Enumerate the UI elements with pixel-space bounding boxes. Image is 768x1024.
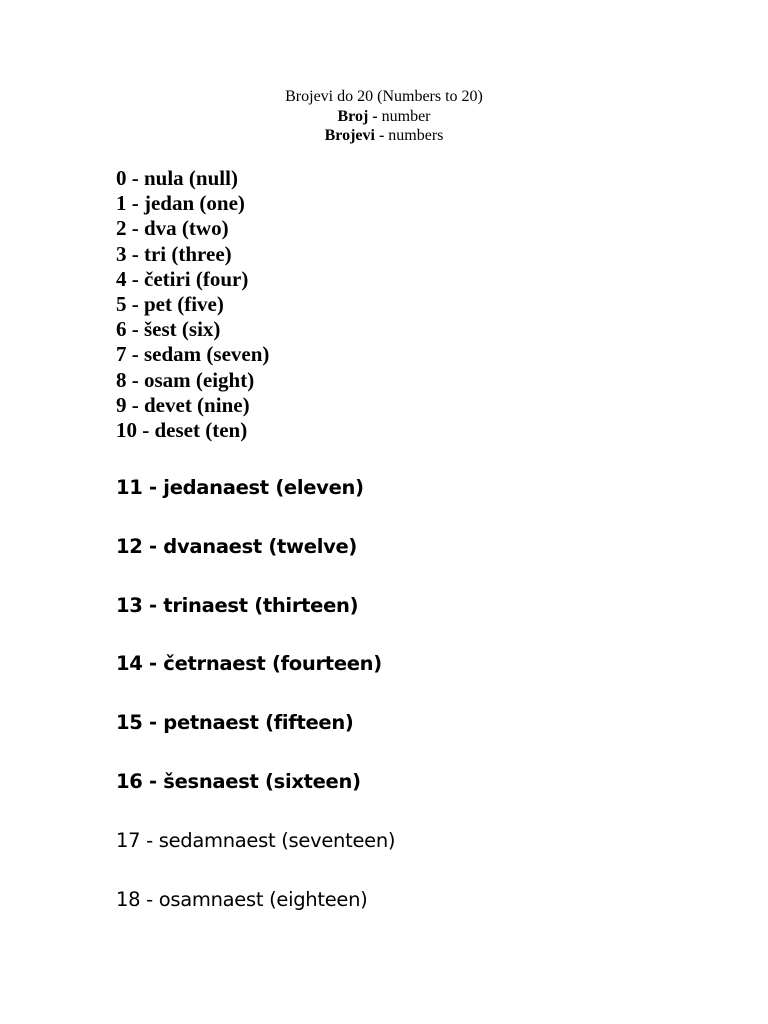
vocab-term: Broj - [337, 107, 378, 125]
number-item-2: 2 - dva (two) [116, 216, 229, 241]
number-item-12: 12 - dvanaest (twelve) [116, 534, 358, 558]
document-header [0, 87, 768, 146]
number-item-5: 5 - pet (five) [116, 292, 224, 317]
vocab-meaning: numbers [384, 127, 444, 144]
number-item-9: 9 - devet (nine) [116, 392, 250, 417]
number-item-17: 17 - sedamnaest (seventeen) [116, 828, 396, 852]
number-item-7: 7 - sedam (seven) [116, 342, 270, 367]
number-item-4: 4 - četiri (four) [116, 266, 249, 291]
vocab-line-broj [0, 107, 768, 127]
number-item-16: 16 - šesnaest (sixteen) [116, 769, 361, 793]
number-item-11: 11 - jedanaest (eleven) [116, 476, 364, 499]
numbers-list-11-18 [116, 473, 395, 943]
document-title: Brojevi do 20 (Numbers to 20) [285, 88, 483, 105]
number-item-15: 15 - petnaest (fifteen) [116, 711, 354, 735]
number-item-1: 1 - jedan (one) [116, 191, 245, 216]
number-item-14: 14 - četrnaest (fourteen) [116, 652, 382, 676]
number-item-8: 8 - osam (eight) [116, 367, 255, 392]
number-item-3: 3 - tri (three) [116, 241, 232, 266]
vocab-term: Brojevi - [324, 127, 385, 144]
number-item-6: 6 - šest (six) [116, 317, 221, 342]
number-item-13: 13 - trinaest (thirteen) [116, 593, 359, 617]
vocab-line-brojevi [0, 126, 768, 146]
numbers-list-0-10 [116, 166, 269, 443]
number-item-18: 18 - osamnaest (eighteen) [116, 887, 368, 911]
number-item-10: 10 - deset (ten) [116, 418, 248, 443]
vocab-meaning: number [377, 107, 431, 125]
number-item-0: 0 - nula (null) [116, 166, 238, 190]
